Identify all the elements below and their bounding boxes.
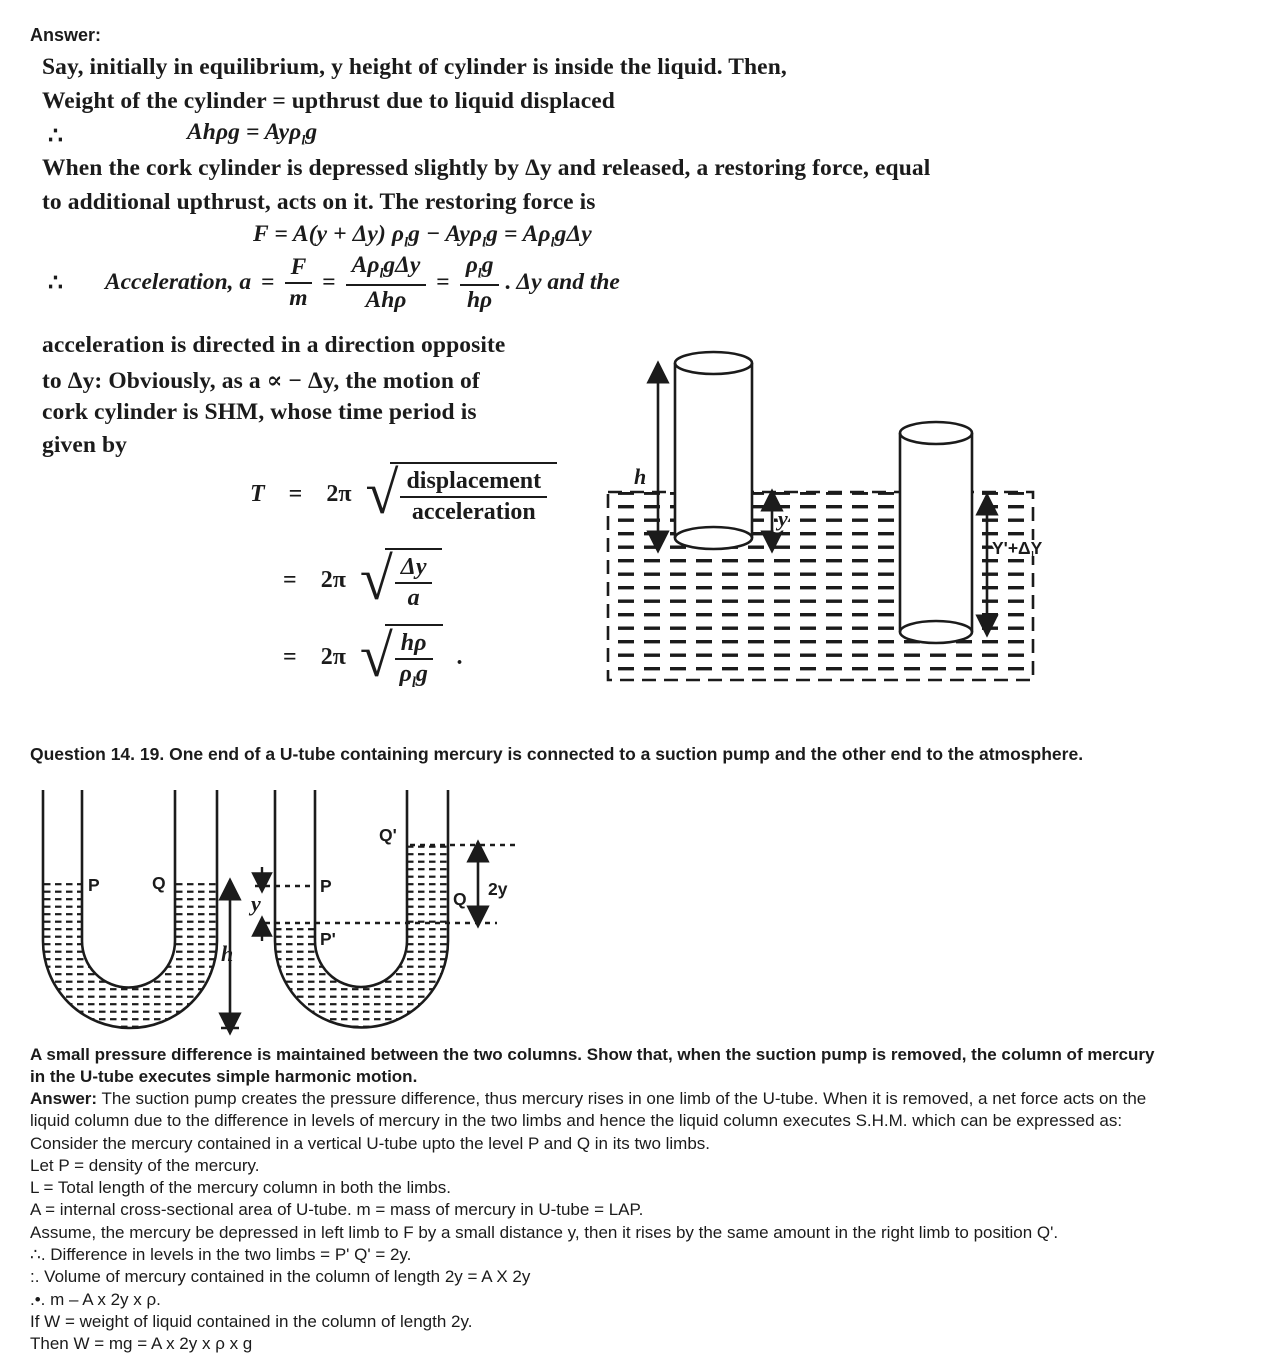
solution-line: Say, initially in equilibrium, y height of cylinder is inside the liquid. Then,	[42, 54, 787, 80]
solution-line: given by	[42, 432, 128, 458]
label-2y: 2y	[488, 879, 508, 899]
answer-heading: Answer:	[30, 25, 102, 45]
equals-sign: =	[283, 644, 297, 671]
figure-u-tubes	[33, 783, 533, 1043]
radical-sign: √	[359, 545, 393, 612]
fraction-F-m: $\frac{F}{m}$	[285, 254, 313, 312]
label-P-left: P	[88, 875, 100, 895]
therefore-symbol: ∴	[48, 123, 64, 149]
answer2-line: A = internal cross-sectional area of U-tube. m = mass of mercury in U-tube = LAP.	[30, 1200, 644, 1220]
radical	[360, 624, 443, 692]
mercury-right-utube	[275, 845, 448, 1027]
answer2-line: Then W = mg = A x 2y x ρ x g	[30, 1334, 253, 1354]
cylinder-left-top	[675, 352, 752, 374]
equation-period-2	[283, 545, 442, 612]
answer2-line: If W = weight of liquid contained in the column of length 2y.	[30, 1311, 473, 1331]
label-Q-prime: Q'	[379, 825, 397, 845]
fraction-ApgDy-Ahp: $\frac{A\rho_lg\Delta y}{\text{Ahρ}}$	[346, 252, 427, 314]
fraction-dy-a: $\frac{\Delta y}{a}$	[395, 554, 433, 612]
two-pi: 2π	[326, 480, 352, 507]
fraction-displacement-acceleration: $\frac{\text{displacement}}{\text{acceleration}}$	[400, 468, 547, 526]
solution-line: cork cylinder is SHM, whose time period is	[42, 399, 477, 425]
label-P-prime: P'	[320, 929, 336, 949]
answer2-line: liquid column due to the difference in levels of mercury in the two limbs and hence the liquid column executes S.H.M. which can be expressed as:	[30, 1111, 1123, 1131]
statement-line: in the U-tube executes simple harmonic motion.	[30, 1067, 418, 1086]
answer2-line: :. Volume of mercury contained in the column of length 2y = A X 2y	[30, 1267, 531, 1287]
solution-line: acceleration is directed in a direction opposite	[42, 332, 506, 358]
radical-sign: √	[359, 623, 393, 690]
figure-cylinders-in-liquid	[592, 338, 1052, 690]
equals-sign: =	[261, 269, 275, 296]
equation-period-3	[283, 624, 463, 692]
cylinder-left-bottom	[675, 527, 752, 549]
equals-sign: =	[283, 566, 297, 593]
radical	[359, 545, 443, 612]
label-y: y	[778, 506, 788, 531]
label-h: h	[221, 941, 234, 966]
answer2-line: L = Total length of the mercury column in both the limbs.	[30, 1178, 451, 1198]
answer2-block	[30, 1088, 1146, 1355]
cylinder-left-body	[675, 363, 752, 538]
answer2-line: .•. m – A x 2y x ρ.	[30, 1289, 161, 1309]
label-Q-right: Q	[453, 889, 467, 909]
solution-line: to additional upthrust, acts on it. The restoring force is	[42, 189, 596, 215]
acceleration-tail: . Δy and the	[505, 269, 620, 296]
period-dot: .	[456, 644, 463, 671]
mercury-left-utube	[43, 883, 217, 1028]
answer2-intro: Answer: The suction pump creates the pressure difference, thus mercury rises in one limb of the U-tube. When it is removed, a net force acts on the	[30, 1089, 1147, 1108]
T-symbol: T	[250, 480, 265, 507]
answer2-line: Consider the mercury contained in a vertical U-tube upto the level P and Q in its two limbs.	[30, 1133, 711, 1153]
fraction-pg-hp: $\frac{\rho_lg}{h\rho}$	[460, 252, 500, 314]
equation-acceleration	[48, 252, 620, 314]
label-y: y	[251, 891, 261, 916]
equation-restoring-force: F = A(y + Δy) $\rho_lg - Ay\rho_lg = A\rho_lg\Delta y$	[253, 221, 592, 251]
equals-sign: =	[288, 480, 303, 507]
cylinder-right-top	[900, 422, 972, 444]
answer2-line: Let P = density of the mercury.	[30, 1155, 260, 1175]
radical	[365, 459, 558, 526]
equals-sign: =	[436, 269, 450, 296]
answer2-line: Assume, the mercury be depressed in left limb to F by a small distance y, then it rises by the same amount in the right limb to position Q'.	[30, 1222, 1059, 1242]
solution-line: to Δy: Obviously, as a ∝ − Δy, the motion of	[42, 368, 480, 394]
radical-sign: √	[365, 459, 399, 526]
therefore-symbol: ∴	[48, 270, 63, 297]
two-pi: 2π	[320, 644, 346, 671]
label-y-plus-dy: Y'+ΔY	[992, 538, 1043, 558]
fraction-hp-pg: $\frac{h\rho}{\rho_lg}$	[395, 630, 433, 692]
acceleration-lead: Acceleration, a	[104, 269, 252, 296]
solution-line: Weight of the cylinder = upthrust due to liquid displaced	[42, 88, 615, 114]
equation-weight-upthrust: Ahρg = Ayρ$_l$g	[187, 119, 318, 149]
statement-line: A small pressure difference is maintained between the two columns. Show that, when the suction pump is removed, the column of mercury	[30, 1045, 1155, 1064]
answer-label: Answer:	[30, 1089, 98, 1108]
label-h: h	[634, 464, 647, 489]
solution-line: When the cork cylinder is depressed slightly by Δy and released, a restoring force, equal	[42, 155, 931, 181]
equals-sign: =	[322, 269, 336, 296]
question-heading: Question 14. 19. One end of a U-tube containing mercury is connected to a suction pump and the other end to the atmosphere.	[30, 744, 1084, 764]
cylinder-right-body	[900, 433, 972, 632]
two-pi: 2π	[320, 566, 346, 593]
cylinder-right-bottom	[900, 621, 972, 643]
answer2-line: ∴. Difference in levels in the two limbs = P' Q' = 2y.	[30, 1245, 412, 1265]
label-Q-left: Q	[152, 873, 166, 893]
label-P-right: P	[320, 876, 332, 896]
equation-period-1	[250, 459, 557, 526]
